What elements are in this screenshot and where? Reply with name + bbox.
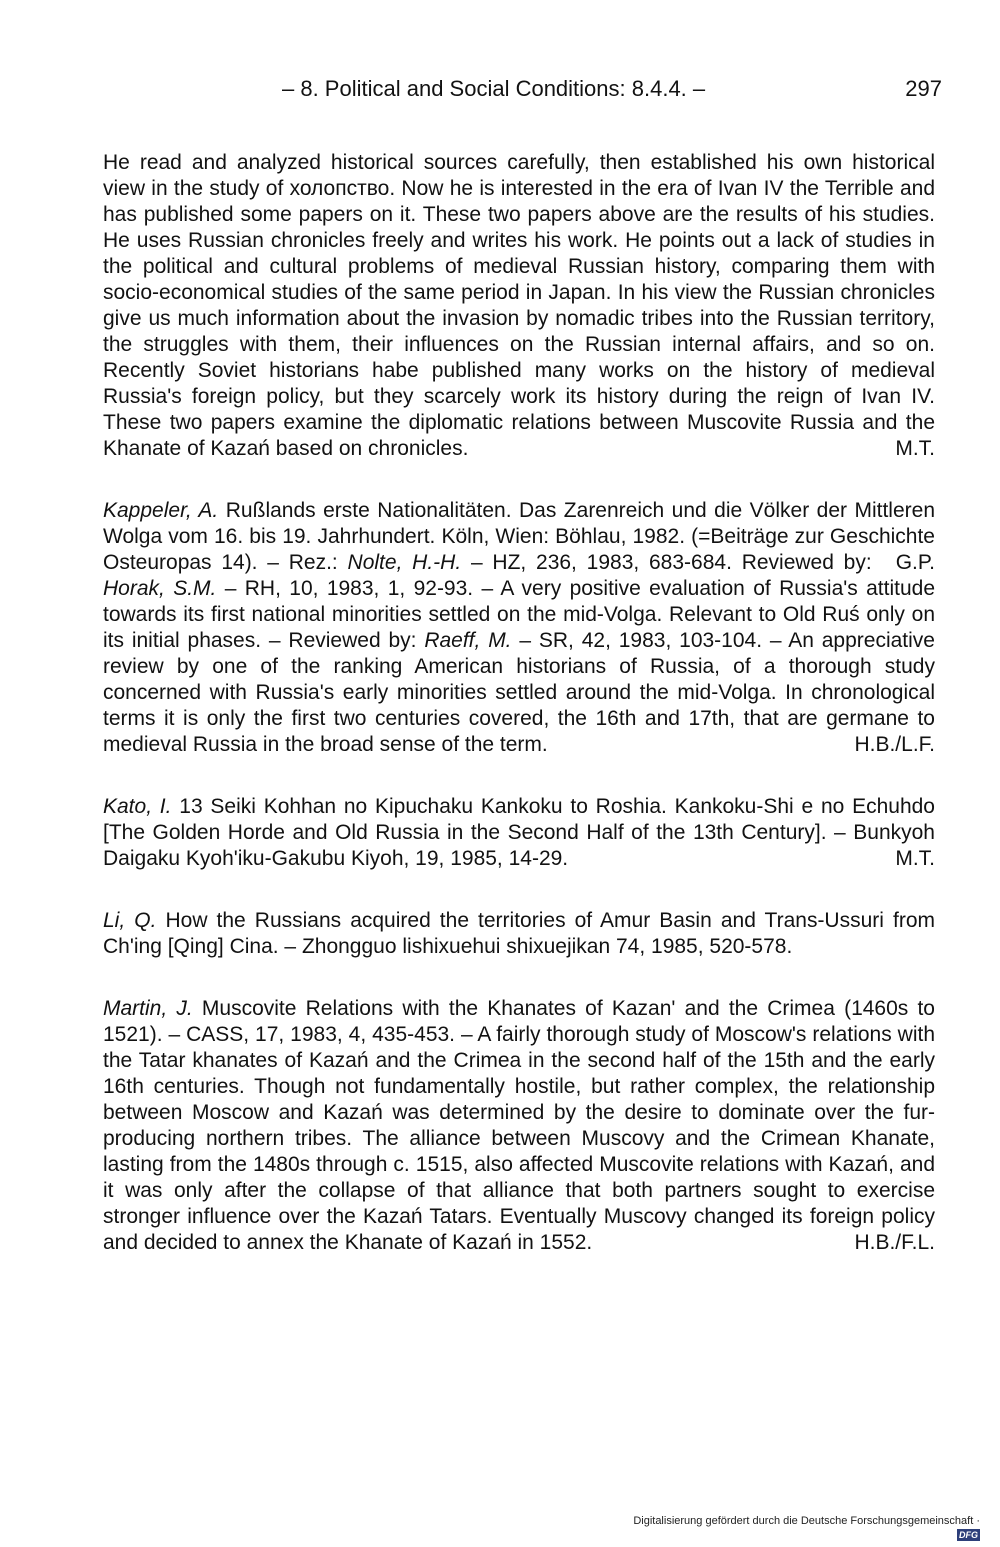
entry-text: Rußlands erste Nationalitäten. Das Zarenreich und die Völker der Mittleren Wolga vom 16. bis 19. Jahrhundert. Köln, Wien: Böhlau, 1982. (=Beiträge zur Geschichte Osteuropas 14). – Rez.: (103, 499, 936, 574)
entry-paragraph (103, 996, 935, 1256)
reviewer-initials: H.B./F.L. (854, 1231, 935, 1254)
page-body (103, 150, 935, 1292)
dfg-logo: DFG (959, 1530, 978, 1541)
entry-author: Martin, J. (103, 997, 193, 1020)
entry-paragraph (103, 908, 935, 960)
entry-li (103, 908, 935, 960)
footer-text: Digitalisierung gefördert durch die Deutsche Forschungsgemeinschaft · (633, 1515, 980, 1527)
entry-paragraph (103, 150, 935, 462)
entry-text: He read and analyzed historical sources carefully, then established his own historical view in the study of холопство. Now he is interested in the era of Ivan IV the Terrible and has published some papers on it. These two papers above are the results of his studies. He uses Russian chronicles freely and writes his work. He points out a lack of studies in the political and cultural problems of medieval Russian history, comparing them with socio-economical studies of the same period in Japan. In his view the Russian chronicles give us much information about the invasion by nomadic tribes into the Russian territory, the struggles with them, their influences on the Russian internal affairs, and so on. Recently Soviet historians habe published many works on the history of medieval Russia's foreign policy, but they scarcely work its history during the reign of Ivan IV. These two papers examine the diplomatic relations between Muscovite Russia and the Khanate of Kazań based on chronicles. (103, 151, 935, 460)
review-author: Raeff, M. (424, 629, 512, 652)
entry-text: Reviewed by: (741, 551, 872, 574)
entry-author: Li, Q. (103, 909, 157, 932)
entry-kato (103, 794, 935, 872)
reviewer-initials: M.T. (895, 847, 935, 870)
reviewer-initials: G.P. (895, 551, 935, 574)
entry-text: – RH, 10, 1983, 1, 92-93. – A very positive evaluation of Russia's attitude towards its first national minorities settled on the mid-Volga. Relevant to Old Ruś only on its initial phases. – Reviewed by: (103, 577, 936, 652)
entry-text: 13 Seiki Kohhan no Kipuchaku Kankoku to Roshia. Kankoku-Shi e no Echuhdo [The Golden Horde and Old Russia in the Second Half of the 13th Century]. – Bunkyoh Daigaku Kyoh'iku-Gakubu Kiyoh, 19, 1985, 14-29. (103, 795, 935, 870)
entry-text: How the Russians acquired the territories of Amur Basin and Trans-Ussuri from Ch'ing [Qing] Cina. – Zhongguo lishixuehui shixuejikan 74, 1985, 520-578. (103, 909, 935, 958)
reviewer-initials: H.B./L.F. (854, 733, 935, 756)
digitization-footer (610, 1514, 980, 1542)
entry-text: – HZ, 236, 1983, 683-684. (470, 551, 732, 574)
entry-text: – SR, 42, 1983, 103-104. – An appreciative review by one of the ranking American historians of Russia, of a thorough study concerned with Russia's early minorities settled around the mid-Volga. In chronological terms it is only the first two centuries covered, the 16th and 17th, that are germane to medieval Russia in the broad sense of the term. (103, 629, 935, 756)
page-number: 297 (905, 76, 942, 101)
reviewer-initials: M.T. (895, 437, 935, 460)
entry-paragraph (103, 498, 935, 758)
entry-author: Kappeler, A. (103, 499, 219, 522)
entry-kappeler (103, 498, 935, 758)
running-title: – 8. Political and Social Conditions: 8.4.4. – (282, 76, 706, 101)
entry-author: Kato, I. (103, 795, 172, 818)
review-author: Horak, S.M. (103, 577, 217, 600)
entry-martin (103, 996, 935, 1256)
entry-continuation (103, 150, 935, 462)
running-header (282, 74, 942, 104)
entry-text: Muscovite Relations with the Khanates of Kazan' and the Crimea (1460s to 1521). – CASS, 17, 1983, 4, 435-453. – A fairly thorough study of Moscow's relations with the Tatar khanates of Kazań and the Crimea in the second half of the 15th and the early 16th centuries. Though not fundamentally hostile, but rather complex, the relationship between Moscow and Kazań was determined by the desire to dominate over the fur-producing northern tribes. The alliance between Muscovy and the Crimean Khanate, lasting from the 1480s through c. 1515, also affected Muscovite relations with Kazań, and it was only after the collapse of that alliance that both partners sought to exercise stronger influence over the Kazań Tatars. Eventually Muscovy changed its foreign policy and decided to annex the Khanate of Kazań in 1552. (103, 997, 935, 1254)
entry-paragraph (103, 794, 935, 872)
review-author: Nolte, H.-H. (347, 551, 462, 574)
